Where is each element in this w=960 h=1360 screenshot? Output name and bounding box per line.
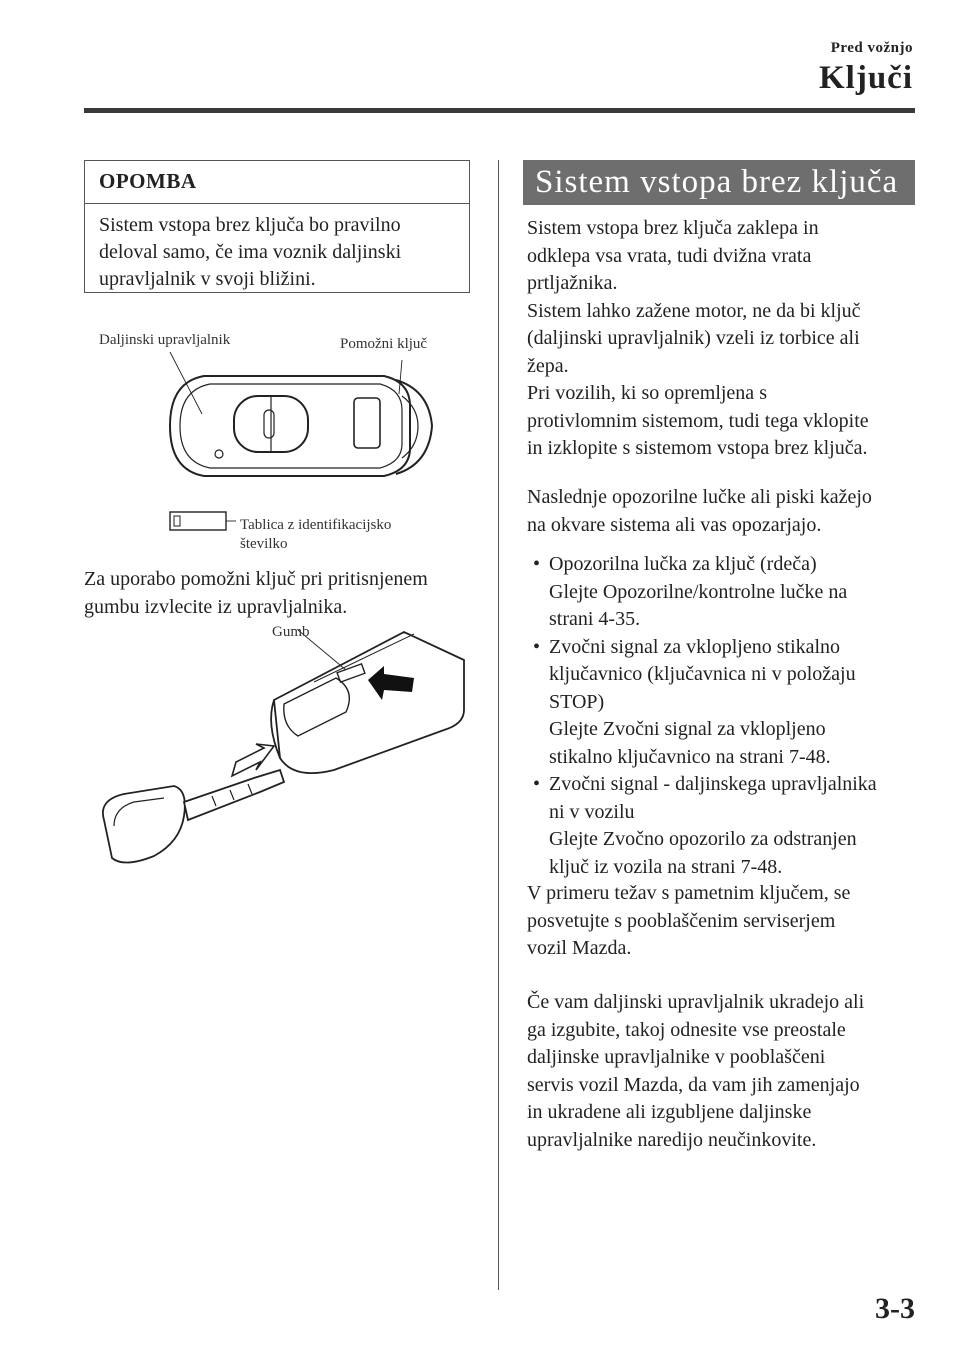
list-item-line: Glejte Zvočno opozorilo za odstranjen (549, 828, 857, 850)
left-paragraph-line: gumbu izvlecite iz upravljalnika. (84, 595, 348, 618)
lost-remote-paragraph (527, 989, 864, 1154)
paragraph-line: posvetujte s pooblaščenim serviserjem (527, 909, 836, 932)
aux-key-removal-illustration (84, 620, 484, 880)
paragraph-line: ga izgubite, takoj odnesite vse preostale (527, 1018, 846, 1041)
note-line: upravljalnik v svoji bližini. (99, 268, 316, 290)
paragraph-line: Če vam daljinski upravljalnik ukradejo ali (527, 991, 865, 1013)
paragraph-line: na okvare sistema ali vas opozarjajo. (527, 513, 822, 536)
label-remote: Daljinski upravljalnik (99, 332, 231, 348)
list-item-line: Zvočni signal za vklopljeno stikalno (549, 635, 841, 658)
list-item-line: ključ iz vozila na strani 7-48. (549, 855, 783, 878)
paragraph-line: Sistem vstopa brez ključa zaklepa in (527, 217, 819, 239)
paragraph-line: (daljinski upravljalnik) vzeli iz torbice ali (527, 327, 860, 349)
chapter-title: Ključi (819, 60, 913, 96)
list-item (527, 771, 922, 881)
paragraph-line: V primeru težav s pametnim ključem, se (527, 882, 851, 904)
paragraph-line: servis vozil Mazda, da vam jih zamenjajo (527, 1073, 860, 1096)
section-heading: Sistem vstopa brez ključa (523, 160, 915, 205)
warning-list (527, 551, 922, 881)
bullet-mark: • (533, 553, 541, 575)
left-paragraph (84, 566, 428, 621)
intro-paragraph (527, 215, 869, 463)
label-id-plate: Tablica z identifikacijsko (240, 517, 392, 533)
paragraph-line: vozil Mazda. (527, 937, 632, 959)
list-item (527, 634, 922, 772)
list-item-line: stikalno ključavnico na strani 7-48. (549, 745, 831, 768)
section-title: Pred vožnjo (830, 40, 913, 56)
warnings-intro-paragraph (527, 484, 872, 539)
paragraph-line: in izklopite s sistemom vstopa brez ključa. (527, 437, 868, 459)
list-item-line: Opozorilna lučka za ključ (rdeča) (549, 553, 817, 575)
bullet-mark: • (533, 773, 541, 795)
paragraph-line: protivlomnim sistemom, tudi tega vklopite (527, 409, 869, 432)
column-divider (498, 160, 499, 1290)
paragraph-line: daljinske upravljalnike v pooblaščeni (527, 1046, 826, 1068)
paragraph-line: žepa. (527, 354, 569, 377)
list-item-line: Glejte Opozorilne/kontrolne lučke na (549, 580, 848, 603)
note-body (85, 204, 469, 301)
list-item-line: ključavnico (ključavnica ni v položaju (549, 663, 856, 685)
paragraph-line: prtljažnika. (527, 272, 618, 294)
service-paragraph (527, 880, 850, 963)
left-paragraph-line: Za uporabo pomožni ključ pri pritisnjenem (84, 568, 428, 590)
note-line: deloval samo, če ima voznik daljinski (99, 241, 402, 263)
note-title: OPOMBA (85, 161, 469, 204)
paragraph-line: odklepa vsa vrata, tudi dvižna vrata (527, 244, 812, 267)
paragraph-line: Pri vozilih, ki so opremljena s (527, 382, 767, 404)
list-item-line: STOP) (549, 690, 605, 713)
remote-fob-figure (84, 330, 484, 560)
list-item-line: strani 4-35. (549, 608, 641, 630)
paragraph-line: Naslednje opozorilne lučke ali piski kažejo (527, 486, 872, 508)
list-item (527, 551, 922, 634)
note-line: Sistem vstopa brez ključa bo pravilno (99, 214, 401, 236)
paragraph-line: upravljalnike naredijo neučinkovite. (527, 1128, 817, 1151)
paragraph-line: Sistem lahko zažene motor, ne da bi ključ (527, 299, 861, 322)
list-item-line: ni v vozilu (549, 800, 635, 823)
label-button: Gumb (272, 624, 310, 640)
bullet-mark: • (533, 635, 541, 658)
list-item-line: Zvočni signal - daljinskega upravljalnika (549, 773, 877, 795)
aux-key-removal-figure (84, 620, 484, 880)
page-number: 3-3 (875, 1292, 915, 1325)
paragraph-line: in ukradene ali izgubljene daljinske (527, 1101, 812, 1123)
note-box (84, 160, 470, 293)
header-rule (84, 108, 915, 113)
list-item-line: Glejte Zvočni signal za vklopljeno (549, 718, 826, 740)
label-aux-key: Pomožni ključ (340, 336, 428, 352)
label-id-plate-line2: številko (240, 536, 288, 552)
